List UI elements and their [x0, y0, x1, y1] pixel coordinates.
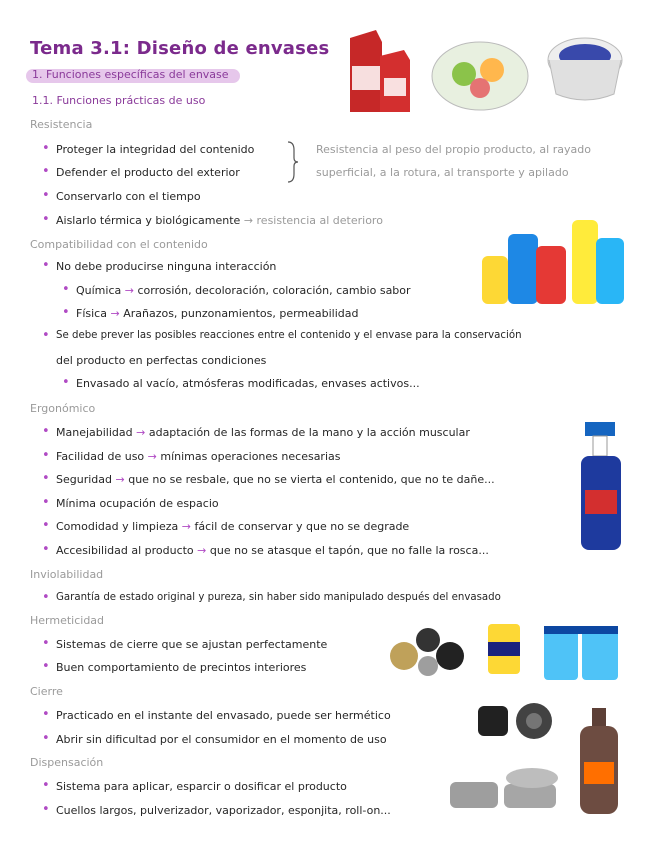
- resistencia-note: superficial, a la rotura, al transporte y apilado: [316, 166, 569, 179]
- roll-on-containers-image: [448, 760, 566, 812]
- list-item: • Manejabilidad → adaptación de las formas de la mano y la acción muscular: [42, 424, 470, 439]
- section-hermeticidad: Hermeticidad: [30, 614, 105, 627]
- section-inviolabilidad: Inviolabilidad: [30, 568, 104, 581]
- spray-bottle-image: [575, 420, 627, 552]
- tub-container-image: [546, 34, 624, 106]
- list-item: • Buen comportamiento de precintos interiores: [42, 659, 307, 674]
- list-item: • Sistemas de cierre que se ajustan perfectamente: [42, 636, 328, 651]
- list-item: • Facilidad de uso → mínimas operaciones necesarias: [42, 448, 341, 463]
- list-item: • Sistema para aplicar, esparcir o dosificar el producto: [42, 778, 347, 793]
- dispenser-bottle-image: [572, 706, 626, 816]
- list-item: • Seguridad → que no se resbale, que no se vierta el contenido, que no te dañe...: [42, 471, 495, 486]
- list-item-continuation: del producto en perfectas condiciones: [56, 354, 267, 367]
- milk-carton-image: [346, 26, 418, 116]
- list-item: • Practicado en el instante del envasado, puede ser hermético: [42, 707, 391, 722]
- brace-icon: [286, 140, 300, 184]
- list-item: • Química → corrosión, decoloración, coloración, cambio sabor: [62, 282, 411, 297]
- section-compatibilidad: Compatibilidad con el contenido: [30, 238, 208, 251]
- section-cierre: Cierre: [30, 685, 63, 698]
- list-item: • Aislarlo térmica y biológicamente → resistencia al deterioro: [42, 212, 383, 227]
- list-item: • Cuellos largos, pulverizador, vaporizador, esponjita, roll-on...: [42, 802, 391, 817]
- section-ergonomico: Ergonómico: [30, 402, 96, 415]
- salad-container-image: [430, 36, 530, 114]
- list-item: • Proteger la integridad del contenido: [42, 141, 255, 156]
- list-item: • Se debe prever las posibles reacciones entre el contenido y el envase para la conservación: [42, 328, 522, 343]
- list-item: • Defender el producto del exterior: [42, 164, 240, 179]
- list-item: • Accesibilidad al producto → que no se atasque el tapón, que no falle la rosca...: [42, 542, 489, 557]
- list-item: • No debe producirse ninguna interacción: [42, 258, 277, 273]
- list-item: • Garantía de estado original y pureza, sin haber sido manipulado después del envasado: [42, 590, 501, 605]
- section-resistencia: Resistencia: [30, 118, 93, 131]
- list-item: • Comodidad y limpieza → fácil de conservar y que no se degrade: [42, 518, 410, 533]
- subtitle-functions: 1. Funciones específicas del envase: [32, 68, 229, 81]
- screw-caps-image: [474, 700, 556, 742]
- cleaning-bottles-image: [478, 216, 628, 308]
- section-dispensacion: Dispensación: [30, 756, 104, 769]
- jar-image: [484, 620, 524, 678]
- list-item: • Mínima ocupación de espacio: [42, 495, 219, 510]
- list-item: • Conservarlo con el tiempo: [42, 188, 201, 203]
- list-item: • Abrir sin dificultad por el consumidor en el momento de uso: [42, 731, 387, 746]
- yogurt-cups-image: [540, 622, 622, 684]
- page-title: Tema 3.1: Diseño de envases: [30, 38, 330, 59]
- resistencia-note: Resistencia al peso del propio producto, al rayado: [316, 143, 591, 156]
- subtitle-practical: 1.1. Funciones prácticas de uso: [32, 94, 206, 107]
- list-item: • Envasado al vacío, atmósferas modificadas, envases activos...: [62, 375, 420, 390]
- bottle-caps-image: [384, 622, 472, 680]
- list-item: • Física → Arañazos, punzonamientos, permeabilidad: [62, 305, 359, 320]
